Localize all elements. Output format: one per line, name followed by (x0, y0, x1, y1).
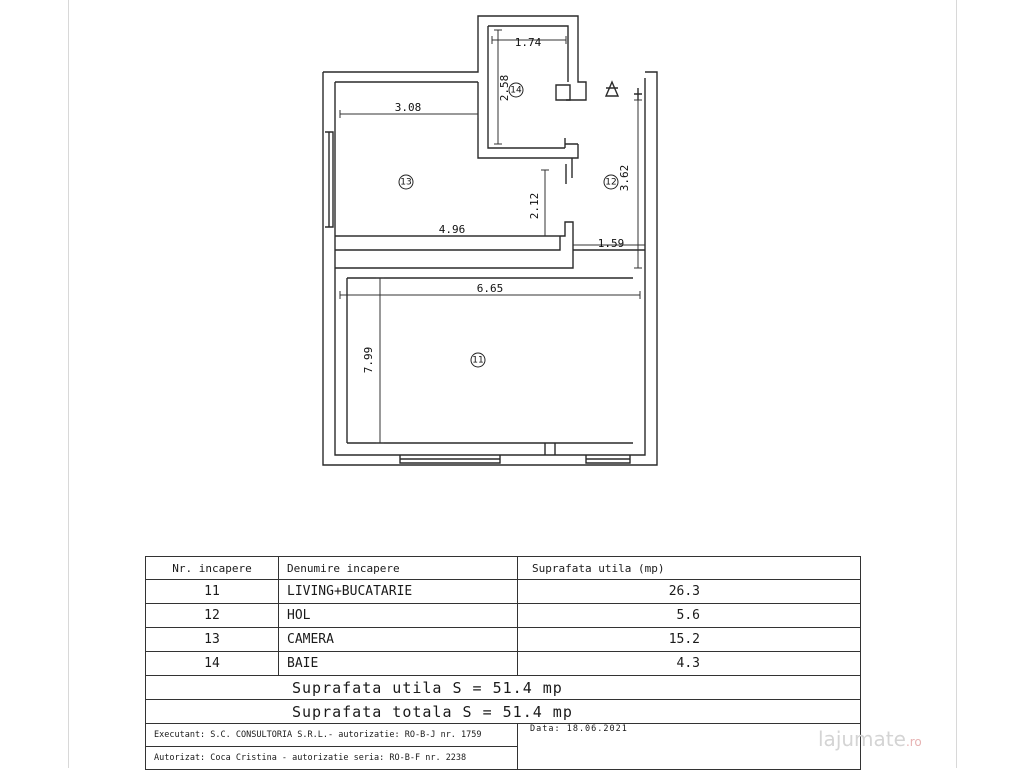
dim-room13-height: 2.12 (528, 192, 541, 220)
header-room-area: Suprafata utila (mp) (518, 557, 861, 580)
watermark-suffix: .ro (905, 735, 922, 749)
dim-hall-width: 1.59 (597, 237, 625, 250)
room-name-cell: LIVING+BUCATARIE (279, 580, 518, 604)
dim-room13-width: 3.08 (394, 101, 422, 114)
room-number-14: 14 (510, 85, 522, 96)
table-row (146, 580, 861, 604)
dim-room13-length: 4.96 (438, 223, 466, 236)
room-area-cell: 26.3 (518, 580, 861, 604)
dim-living-height: 7.99 (362, 346, 375, 374)
dim-bath-width: 1.74 (514, 36, 542, 49)
useful-area-total: Suprafata utila S = 51.4 mp (146, 676, 861, 700)
total-area-row (146, 700, 861, 724)
room-area-cell: 5.6 (518, 604, 861, 628)
useful-area-row (146, 676, 861, 700)
dim-bath-height: 2.58 (498, 74, 511, 102)
room-number-13: 13 (400, 177, 412, 188)
room-name-cell: CAMERA (279, 628, 518, 652)
room-name-cell: HOL (279, 604, 518, 628)
total-area-value: Suprafata totala S = 51.4 mp (146, 700, 861, 724)
authorized-text: Autorizat: Coca Cristina - autorizatie seria: RO-B-F nr. 2238 (146, 747, 518, 770)
room-number-12: 12 (605, 177, 617, 188)
table-row (146, 652, 861, 676)
table-row (146, 604, 861, 628)
table-header-row (146, 557, 861, 580)
watermark-logo (818, 727, 922, 751)
header-room-number: Nr. incapere (146, 557, 279, 580)
room-area-cell: 15.2 (518, 628, 861, 652)
executant-row (146, 724, 861, 747)
room-number-11: 11 (472, 355, 484, 366)
watermark-text: lajumate (818, 727, 906, 751)
room-area-cell: 4.3 (518, 652, 861, 676)
table-row (146, 628, 861, 652)
room-name-cell: BAIE (279, 652, 518, 676)
room-area-table (145, 556, 861, 770)
room-number-cell: 12 (146, 604, 279, 628)
date-text: Data: 18.06.2021 (518, 724, 861, 770)
dim-living-width: 6.65 (476, 282, 504, 295)
dim-hall-length: 3.62 (618, 164, 631, 192)
room-number-cell: 13 (146, 628, 279, 652)
executant-text: Executant: S.C. CONSULTORIA S.R.L.- autorizatie: RO-B-J nr. 1759 (146, 724, 518, 747)
room-number-cell: 14 (146, 652, 279, 676)
header-room-name: Denumire incapere (279, 557, 518, 580)
room-number-cell: 11 (146, 580, 279, 604)
